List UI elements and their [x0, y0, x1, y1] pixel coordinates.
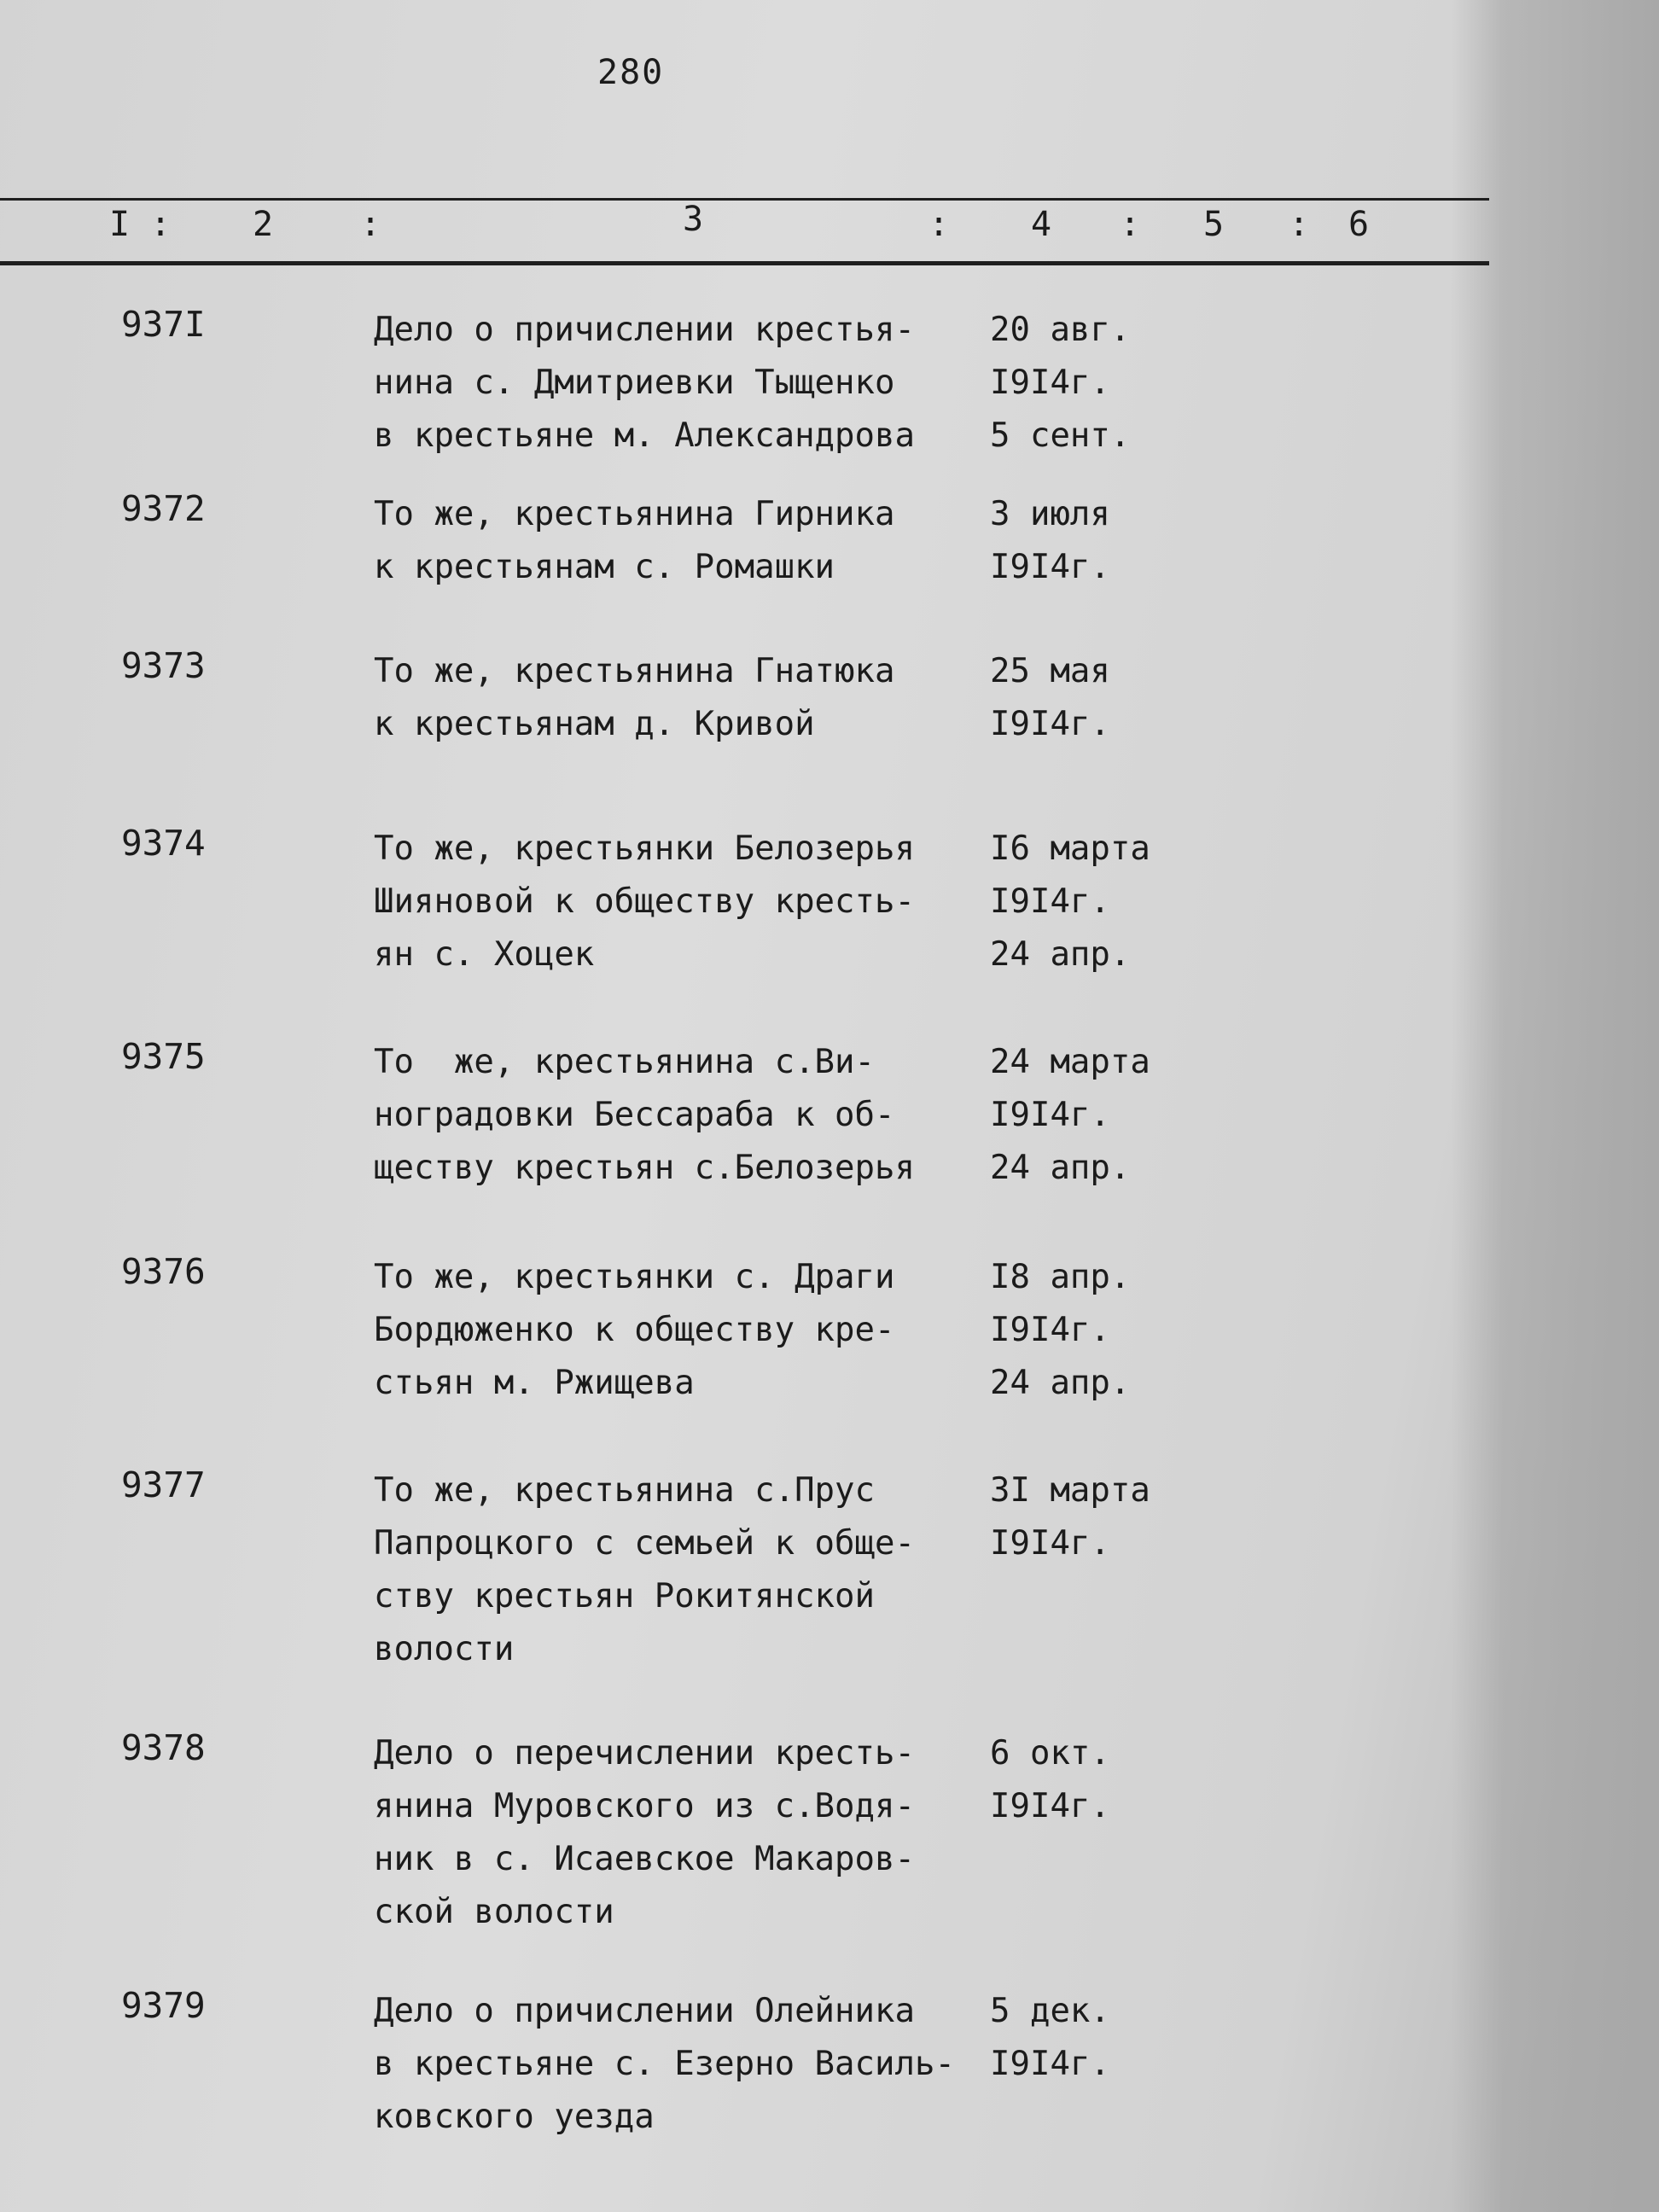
entry-dates [990, 1464, 1212, 1570]
date-line: 5 дек. [990, 1992, 1110, 2030]
entry-number: 9378 [121, 1727, 206, 1768]
entry-number: 9373 [121, 645, 206, 686]
entry-dates [990, 823, 1212, 981]
description-line: ноградовки Бессараба к об- [374, 1096, 895, 1134]
column-header-4: 4 [1031, 205, 1052, 244]
description-line: ян с. Хоцек [374, 935, 595, 974]
date-line: I9I4г. [990, 548, 1110, 586]
entry-dates [990, 304, 1212, 463]
date-line: I8 апр. [990, 1258, 1131, 1296]
description-line: ществу крестьян с.Белозерья [374, 1149, 915, 1187]
entry-description [374, 304, 971, 463]
description-line: к крестьянам д. Кривой [374, 705, 815, 743]
date-line: 25 мая [990, 652, 1110, 690]
column-header-row [0, 200, 1489, 259]
description-line: ковского уезда [374, 2098, 655, 2136]
date-line: 20 авг. [990, 311, 1131, 349]
column-header-1: I [109, 205, 131, 244]
description-line: То же, крестьянки Белозерья [374, 830, 915, 868]
date-line: I9I4г. [990, 1311, 1110, 1349]
entry-description [374, 645, 971, 751]
entry-description [374, 1036, 971, 1195]
entry-dates [990, 1985, 1212, 2091]
column-header-separator: : [928, 205, 950, 244]
entry-number: 9377 [121, 1464, 206, 1505]
entry-number: 9376 [121, 1251, 206, 1292]
date-line: 24 апр. [990, 935, 1131, 974]
description-line: То же, крестьянина с.Ви- [374, 1043, 875, 1081]
date-line: I9I4г. [990, 882, 1110, 921]
date-line: 6 окт. [990, 1734, 1110, 1773]
description-line: ник в с. Исаевское Макаров- [374, 1840, 915, 1878]
column-header-2: 2 [253, 205, 274, 244]
date-line: I9I4г. [990, 2045, 1110, 2083]
description-line: Шияновой к обществу кресть- [374, 882, 915, 921]
entry-dates [990, 1036, 1212, 1195]
date-line: I9I4г. [990, 1096, 1110, 1134]
entry-description [374, 1985, 971, 2144]
date-line: I9I4г. [990, 1787, 1110, 1825]
date-line: I6 марта [990, 830, 1150, 868]
date-line: I9I4г. [990, 364, 1110, 402]
description-line: То же, крестьянина с.Прус [374, 1471, 875, 1510]
description-line: То же, крестьянина Гнатюка [374, 652, 895, 690]
date-line: 5 сент. [990, 416, 1131, 455]
entry-number: 9375 [121, 1036, 206, 1077]
entry-dates [990, 1251, 1212, 1410]
entry-dates [990, 1727, 1212, 1833]
column-header-separator: : [360, 205, 381, 244]
page-number: 280 [597, 53, 665, 92]
entry-number: 9374 [121, 823, 206, 864]
description-line: волости [374, 1630, 515, 1668]
description-line: нина с. Дмитриевки Тыщенко [374, 364, 895, 402]
entry-dates [990, 645, 1212, 751]
column-header-separator: : [150, 205, 172, 244]
description-line: стьян м. Ржищева [374, 1364, 695, 1402]
date-line: I9I4г. [990, 1524, 1110, 1563]
header-rule-top [0, 198, 1489, 201]
description-line: Папроцкого с семьей к обще- [374, 1524, 915, 1563]
date-line: I9I4г. [990, 705, 1110, 743]
date-line: 3 июля [990, 495, 1110, 533]
entry-number: 937I [121, 304, 206, 345]
column-header-separator: : [1289, 205, 1310, 244]
entry-description [374, 1464, 971, 1676]
description-line: ской волости [374, 1893, 614, 1931]
description-line: ству крестьян Рокитянской [374, 1577, 875, 1615]
description-line: Дело о причислении Олейника [374, 1992, 915, 2030]
page-shadow-edge [1451, 0, 1659, 2212]
entry-number: 9379 [121, 1985, 206, 2026]
column-header-6: 6 [1348, 205, 1370, 244]
description-line: янина Муровского из с.Водя- [374, 1787, 915, 1825]
description-line: Бордюженко к обществу кре- [374, 1311, 895, 1349]
column-header-separator: : [1120, 205, 1141, 244]
date-line: 3I марта [990, 1471, 1150, 1510]
entry-description [374, 823, 971, 981]
date-line: 24 марта [990, 1043, 1150, 1081]
column-header-3: 3 [683, 200, 704, 239]
date-line: 24 апр. [990, 1149, 1131, 1187]
entry-description [374, 488, 971, 594]
entry-description [374, 1251, 971, 1410]
entry-dates [990, 488, 1212, 594]
header-rule-bottom [0, 261, 1489, 265]
description-line: Дело о причислении крестья- [374, 311, 915, 349]
description-line: То же, крестьянина Гирника [374, 495, 895, 533]
description-line: к крестьянам с. Ромашки [374, 548, 835, 586]
entry-description [374, 1727, 971, 1939]
description-line: То же, крестьянки с. Драги [374, 1258, 895, 1296]
entry-number: 9372 [121, 488, 206, 529]
description-line: в крестьяне с. Езерно Василь- [374, 2045, 955, 2083]
description-line: Дело о перечислении кресть- [374, 1734, 915, 1773]
date-line: 24 апр. [990, 1364, 1131, 1402]
column-header-5: 5 [1203, 205, 1225, 244]
description-line: в крестьяне м. Александрова [374, 416, 915, 455]
